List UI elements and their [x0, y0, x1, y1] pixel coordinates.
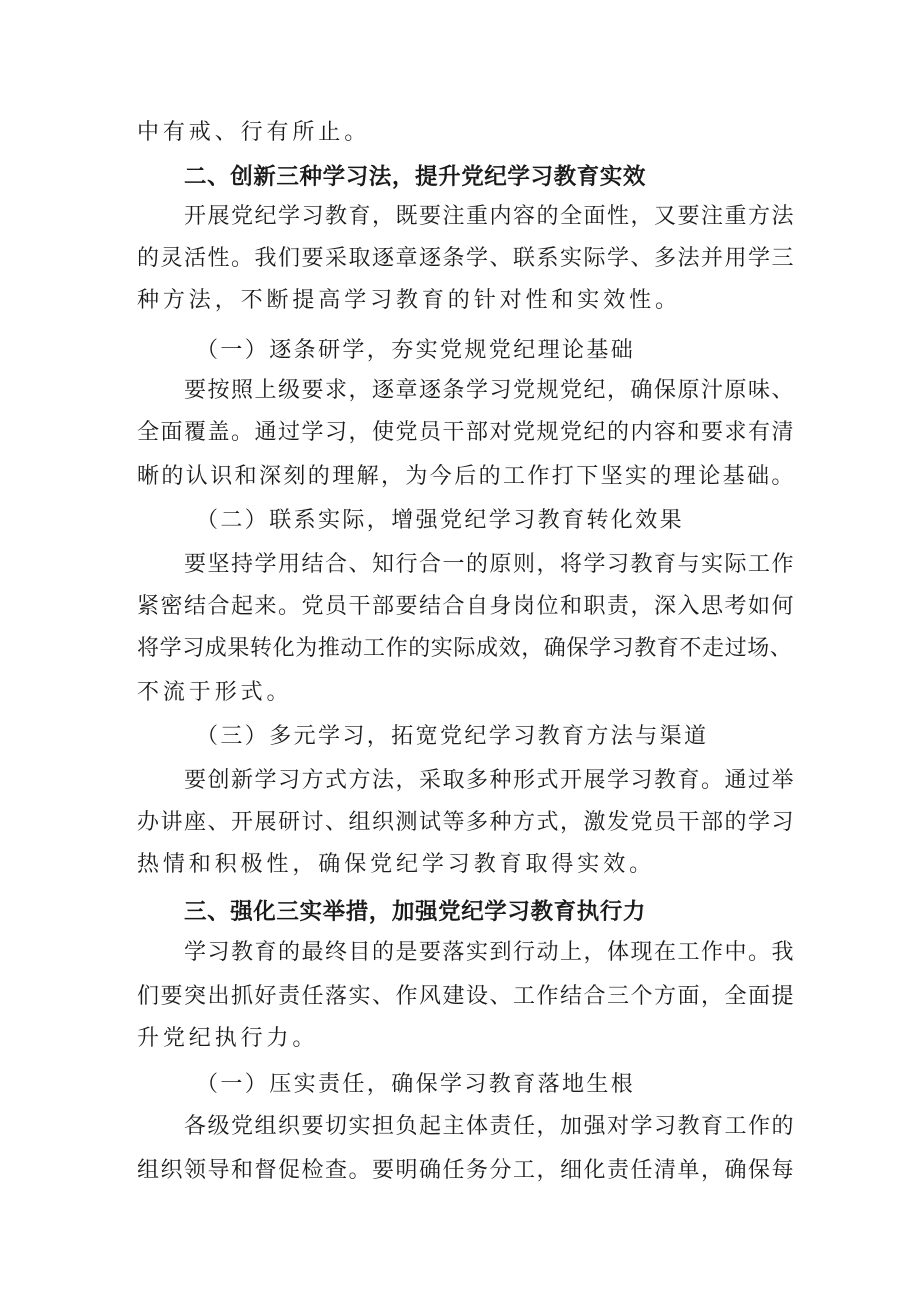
body-text-line: 种方法，不断提高学习教育的针对性和实效性。: [137, 288, 681, 313]
body-text-line: 将学习成果转化为推动工作的实际成效，确保学习教育不走过场、: [137, 636, 793, 661]
subsection-heading: （三）多元学习，拓宽党纪学习教育方法与渠道: [196, 724, 709, 749]
body-text-line: 学习教育的最终目的是要落实到行动上，体现在工作中。我: [184, 940, 796, 965]
body-text-line: 中有戒、行有所止。: [137, 120, 371, 145]
body-text-line: 们要突出抓好责任落实、作风建设、工作结合三个方面，全面提: [137, 984, 796, 1009]
body-text-line: 组织领导和督促检查。要明确任务分工，细化责任清单，确保每: [137, 1158, 796, 1183]
subsection-heading: （一）逐条研学，夯实党规党纪理论基础: [196, 338, 636, 363]
body-text-line: 要按照上级要求，逐章逐条学习党规党纪，确保原汁原味、: [184, 378, 796, 403]
body-text-line: 紧密结合起来。党员干部要结合自身岗位和职责，深入思考如何: [137, 594, 796, 619]
body-text-line: 各级党组织要切实担负起主体责任，加强对学习教育工作的: [184, 1114, 796, 1139]
body-text-line: 要坚持学用结合、知行合一的原则，将学习教育与实际工作: [184, 552, 796, 577]
subsection-heading: （二）联系实际，增强党纪学习教育转化效果: [196, 508, 685, 533]
body-text-line: 晰的认识和深刻的理解，为今后的工作打下坚实的理论基础。: [137, 464, 796, 489]
body-text-line: 办讲座、开展研讨、组织测试等多种方式，激发党员干部的学习: [137, 810, 796, 835]
body-text-line: 的灵活性。我们要采取逐章逐条学、联系实际学、多法并用学三: [137, 246, 796, 271]
body-text-line: 全面覆盖。通过学习，使党员干部对党规党纪的内容和要求有清: [137, 420, 796, 445]
body-text-line: 升党纪执行力。: [137, 1026, 319, 1051]
body-text-line: 热情和积极性，确保党纪学习教育取得实效。: [137, 852, 656, 877]
body-text-line: 不流于形式。: [137, 680, 293, 705]
subsection-heading: （一）压实责任，确保学习教育落地生根: [196, 1072, 636, 1097]
body-text-line: 开展党纪学习教育，既要注重内容的全面性，又要注重方法: [184, 204, 796, 229]
section-heading: 二、创新三种学习法，提升党纪学习教育实效: [184, 164, 647, 190]
body-text-line: 要创新学习方式方法，采取多种形式开展学习教育。通过举: [184, 768, 796, 793]
section-heading: 三、强化三实举措，加强党纪学习教育执行力: [184, 899, 647, 925]
